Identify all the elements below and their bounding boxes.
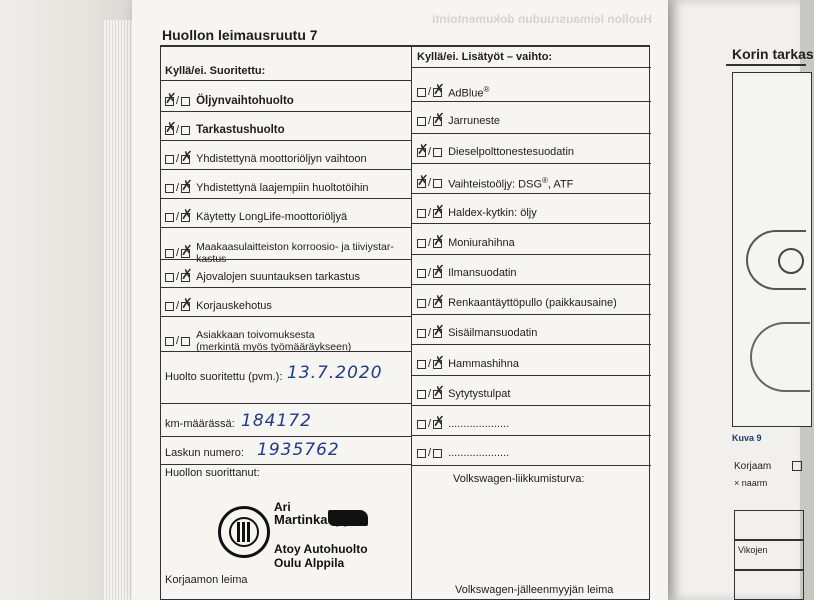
checklist-label-line: kastus <box>196 253 227 265</box>
row-divider <box>411 375 651 376</box>
stamp-name-first: Ari <box>274 500 291 514</box>
checklist-label-text: Ajovalojen suuntauksen tarkastus <box>196 271 360 283</box>
stamp-company: Atoy Autohuolto <box>274 542 368 556</box>
checkbox-yes[interactable] <box>165 302 174 311</box>
check-mark-icon: ✗ <box>433 383 445 400</box>
check-mark-icon: ✗ <box>433 202 445 219</box>
checkbox-no[interactable] <box>433 148 442 157</box>
stamp-location: Oulu Alppila <box>274 556 345 570</box>
checklist-label-text: Käytetty LongLife-moottoriöljyä <box>196 211 348 223</box>
checklist-label <box>196 329 351 353</box>
checklist-label <box>196 95 294 107</box>
checklist-row-right <box>417 447 509 459</box>
checklist-label <box>448 207 537 219</box>
checkbox-separator: / <box>428 207 432 219</box>
checkbox-no[interactable] <box>181 337 190 346</box>
checklist-label-text: AdBlue <box>448 87 484 100</box>
checkbox-separator: / <box>428 327 432 339</box>
checkbox-yes[interactable] <box>417 141 429 158</box>
checkbox-separator: / <box>176 211 180 223</box>
check-mark-icon: ✗ <box>433 110 445 127</box>
checklist-label <box>196 211 347 223</box>
checklist-label-text: .................... <box>448 447 510 459</box>
row-divider <box>161 287 411 288</box>
checklist-label <box>448 297 617 309</box>
check-mark-icon: ✗ <box>433 322 445 339</box>
check-mark-icon: ✗ <box>417 172 429 189</box>
checkbox-separator: / <box>176 153 180 165</box>
registered-mark: ® <box>542 176 548 185</box>
check-mark-icon: ✗ <box>165 119 177 136</box>
checkbox-no[interactable] <box>433 322 445 339</box>
row-divider <box>411 314 651 315</box>
checklist-label <box>448 267 517 279</box>
checklist-label <box>196 271 360 283</box>
right-page-text: Korjaam <box>734 461 772 472</box>
checklist-label <box>448 447 509 459</box>
checkbox-no[interactable] <box>181 126 190 135</box>
checkbox-separator: / <box>428 388 432 400</box>
checkbox-separator: / <box>176 300 180 312</box>
checkbox-yes[interactable] <box>165 90 177 107</box>
checklist-label <box>448 358 519 370</box>
checklist-row-left <box>165 177 369 194</box>
check-mark-icon: ✗ <box>181 266 193 283</box>
form-box <box>734 510 804 540</box>
checklist-label-text: Renkaantäyttöpullo (paikkausaine) <box>448 297 617 309</box>
checkbox-yes[interactable] <box>165 213 174 222</box>
stamp-name-last: Martinkauppi <box>274 512 355 527</box>
checkbox-separator: / <box>428 115 432 127</box>
checkbox-yes[interactable] <box>165 273 174 282</box>
invoice-value[interactable]: 1935762 <box>257 440 340 460</box>
bleed-through-text: Huollon leimausruudun dokumentointi <box>432 12 652 26</box>
check-mark-icon: ✗ <box>433 292 445 309</box>
check-mark-icon: ✗ <box>433 413 445 430</box>
checkbox-yes[interactable] <box>165 155 174 164</box>
checklist-row-right <box>417 353 519 370</box>
right-page-text: Vikojen <box>738 545 768 555</box>
checkbox-yes[interactable] <box>417 390 426 399</box>
checklist-label-text: Dieselpolttonestesuodatin <box>448 146 575 158</box>
checkbox-separator: / <box>428 146 432 158</box>
checklist-label <box>448 388 510 400</box>
checkbox-separator: / <box>176 335 180 347</box>
row-divider <box>161 316 411 317</box>
checkbox-no[interactable] <box>433 413 445 430</box>
checkbox-separator: / <box>428 86 432 99</box>
checklist-row-left <box>165 295 272 312</box>
checklist-label <box>196 182 368 194</box>
checklist-label-text: Haldex-kytkin: öljy <box>448 207 537 219</box>
checkbox-yes[interactable] <box>417 299 426 308</box>
check-mark-icon: ✗ <box>433 81 445 98</box>
check-mark-icon: ✗ <box>181 295 193 312</box>
checklist-label-text: Sisäilmansuodatin <box>448 327 538 339</box>
workshop-seal-logo <box>218 506 270 558</box>
check-mark-icon: ✗ <box>181 206 193 223</box>
checkbox-yes[interactable] <box>417 329 426 338</box>
checkbox-yes[interactable] <box>165 119 177 136</box>
check-mark-icon: ✗ <box>165 90 177 107</box>
checkbox-no[interactable] <box>433 179 442 188</box>
row-divider <box>161 436 411 437</box>
column-divider <box>411 47 412 600</box>
checkbox-separator: / <box>428 358 432 370</box>
row-divider <box>411 101 651 102</box>
checklist-row-right <box>417 322 538 339</box>
checklist-row-left <box>165 329 351 353</box>
form-box <box>734 570 804 600</box>
row-divider <box>411 254 651 255</box>
row-divider <box>161 464 411 465</box>
car-wheel-icon <box>778 248 804 274</box>
checklist-label-line: (merkintä myös työmääräykseen) <box>196 341 352 353</box>
checklist-label-text: Korjauskehotus <box>196 300 272 312</box>
performer-label: Huollon suorittanut: <box>165 467 260 479</box>
checkbox-yes[interactable] <box>417 420 426 429</box>
checklist-label <box>196 241 394 265</box>
checkbox-no[interactable] <box>433 232 445 249</box>
checkbox-separator: / <box>428 297 432 309</box>
checkbox-no[interactable] <box>433 383 445 400</box>
checklist-label-line: Maakaasulaitteiston korroosio- ja tiiviystar- <box>196 241 394 253</box>
checklist-label <box>448 327 537 339</box>
checkbox-yes[interactable] <box>165 337 174 346</box>
checklist-label-text: Sytytystulpat <box>448 388 511 400</box>
right-page <box>668 0 814 600</box>
check-mark-icon: ✗ <box>181 177 193 194</box>
right-page-rule <box>726 64 806 66</box>
checklist-label <box>448 85 489 100</box>
checklist-label-text: Vaihteistoöljy: DSG <box>448 178 543 191</box>
right-page-title: Korin tarkas <box>732 46 814 62</box>
right-column-header: Kyllä/ei. Lisätyöt – vaihto: <box>417 51 553 63</box>
check-mark-icon: ✗ <box>181 148 193 165</box>
checkbox-no[interactable] <box>181 97 190 106</box>
checklist-row-left <box>165 148 367 165</box>
checkbox-no[interactable] <box>181 206 193 223</box>
checklist-row-right <box>417 413 510 430</box>
row-divider <box>411 465 651 466</box>
checkbox-separator: / <box>176 271 180 283</box>
checkbox-yes[interactable] <box>417 239 426 248</box>
checkbox-separator: / <box>428 418 432 430</box>
row-divider <box>411 133 651 134</box>
checkbox-yes[interactable] <box>417 88 426 97</box>
checkbox-yes[interactable] <box>417 209 426 218</box>
checkbox-separator: / <box>428 177 432 190</box>
checklist-label <box>196 300 272 312</box>
row-divider <box>161 403 411 404</box>
checkbox-separator: / <box>428 237 432 249</box>
checklist-row-left <box>165 90 294 107</box>
checkbox-no[interactable] <box>433 81 445 98</box>
checklist-label-text: Hammashihna <box>448 358 519 370</box>
figure-caption: Kuva 9 <box>732 433 762 443</box>
page-title: Huollon leimausruutu 7 <box>162 27 318 43</box>
checkbox-no[interactable] <box>433 202 445 219</box>
checkbox-yes[interactable] <box>417 269 426 278</box>
row-divider <box>411 344 651 345</box>
row-divider <box>161 169 411 170</box>
checklist-label-text: Ilmansuodatin <box>448 267 517 279</box>
checklist-row-left <box>165 266 360 283</box>
checkbox-separator: / <box>428 267 432 279</box>
checklist-label-text: Jarruneste <box>448 115 501 127</box>
row-divider <box>411 435 651 436</box>
row-divider <box>411 223 651 224</box>
row-divider <box>411 67 651 68</box>
checklist-label-text: Moniurahihna <box>448 237 515 249</box>
invoice-label: Laskun numero: <box>165 447 244 459</box>
checklist-row-left <box>165 206 348 223</box>
checklist-row-right <box>417 202 537 219</box>
checkbox-yes[interactable] <box>417 117 426 126</box>
km-value[interactable]: 184172 <box>241 411 312 431</box>
checklist-label-text: Öljynvaihtohuolto <box>196 95 294 107</box>
check-mark-icon: ✗ <box>433 232 445 249</box>
checkbox-no[interactable] <box>433 292 445 309</box>
checklist-label <box>448 237 515 249</box>
checkbox-no[interactable] <box>181 295 193 312</box>
checkbox-no[interactable] <box>181 148 193 165</box>
checklist-label <box>196 153 367 165</box>
checklist-label <box>448 176 573 191</box>
checkbox-no[interactable] <box>181 242 193 259</box>
check-mark-icon: ✗ <box>417 141 429 158</box>
row-divider <box>411 284 651 285</box>
checkbox <box>792 461 802 471</box>
checklist-label-text: Yhdistettynä laajempiin huoltotöihin <box>196 182 369 194</box>
checklist-label-text: Yhdistettynä moottoriöljyn vaihtoon <box>196 153 367 165</box>
right-page-text: × naarm <box>734 478 768 488</box>
registered-mark: ® <box>483 85 490 94</box>
checklist-label <box>196 124 285 136</box>
checkbox-no[interactable] <box>181 266 193 283</box>
left-column-header: Kyllä/ei. Suoritettu: <box>165 65 266 77</box>
checkbox-separator: / <box>428 447 432 459</box>
checkbox-separator: / <box>176 182 180 194</box>
row-divider <box>411 405 651 406</box>
service-date-label: Huolto suoritettu (pvm.): <box>165 371 283 383</box>
checklist-row-right <box>417 292 617 309</box>
checklist-label-text: Tarkastushuolto <box>196 124 285 136</box>
checklist-row-right <box>417 110 501 127</box>
checklist-label-line: Asiakkaan toivomuksesta <box>196 329 315 341</box>
checkbox-yes[interactable] <box>417 449 426 458</box>
checklist-row-right <box>417 383 511 400</box>
row-divider <box>161 140 411 141</box>
service-date-value[interactable]: 13.7.2020 <box>287 363 383 383</box>
checkbox-separator: / <box>176 95 180 107</box>
row-divider <box>161 80 411 81</box>
row-divider <box>161 111 411 112</box>
checklist-row-right <box>417 172 574 191</box>
checklist-row-left <box>165 241 394 265</box>
checklist-row-right <box>417 232 515 249</box>
checkbox-yes[interactable] <box>165 184 174 193</box>
checklist-row-left <box>165 119 285 136</box>
checklist-label <box>448 418 509 430</box>
row-divider <box>161 198 411 199</box>
vw-dealer-stamp-label: Volkswagen-jälleenmyyjän leima <box>455 584 614 596</box>
checklist-row-right <box>417 262 517 279</box>
checkbox-separator: / <box>176 247 180 259</box>
vw-mobility-label: Volkswagen-liikkumisturva: <box>453 473 585 485</box>
workshop-stamp-label: Korjaamon leima <box>165 574 248 586</box>
checklist-row-right <box>417 141 575 158</box>
checkbox-no[interactable] <box>433 449 442 458</box>
checkbox-no[interactable] <box>433 262 445 279</box>
checkbox-yes[interactable] <box>165 249 174 258</box>
row-divider <box>411 163 651 164</box>
checkbox-yes[interactable] <box>417 172 429 189</box>
checkbox-no[interactable] <box>181 177 193 194</box>
checklist-label-text: .................... <box>448 418 510 430</box>
checklist-label <box>448 146 574 158</box>
service-booklet-page <box>132 0 668 600</box>
checkbox-yes[interactable] <box>417 360 426 369</box>
row-divider <box>411 193 651 194</box>
km-label: km-määrässä: <box>165 418 235 430</box>
checkbox-separator: / <box>176 124 180 136</box>
seal-emblem <box>237 522 251 542</box>
checkbox-no[interactable] <box>433 353 445 370</box>
checklist-label-suffix: , ATF <box>547 178 574 191</box>
checkbox-no[interactable] <box>433 110 445 127</box>
check-mark-icon: ✗ <box>181 242 193 259</box>
check-mark-icon: ✗ <box>433 353 445 370</box>
checklist-label <box>448 115 500 127</box>
check-mark-icon: ✗ <box>433 262 445 279</box>
row-divider <box>161 227 411 228</box>
checklist-row-right <box>417 81 490 100</box>
